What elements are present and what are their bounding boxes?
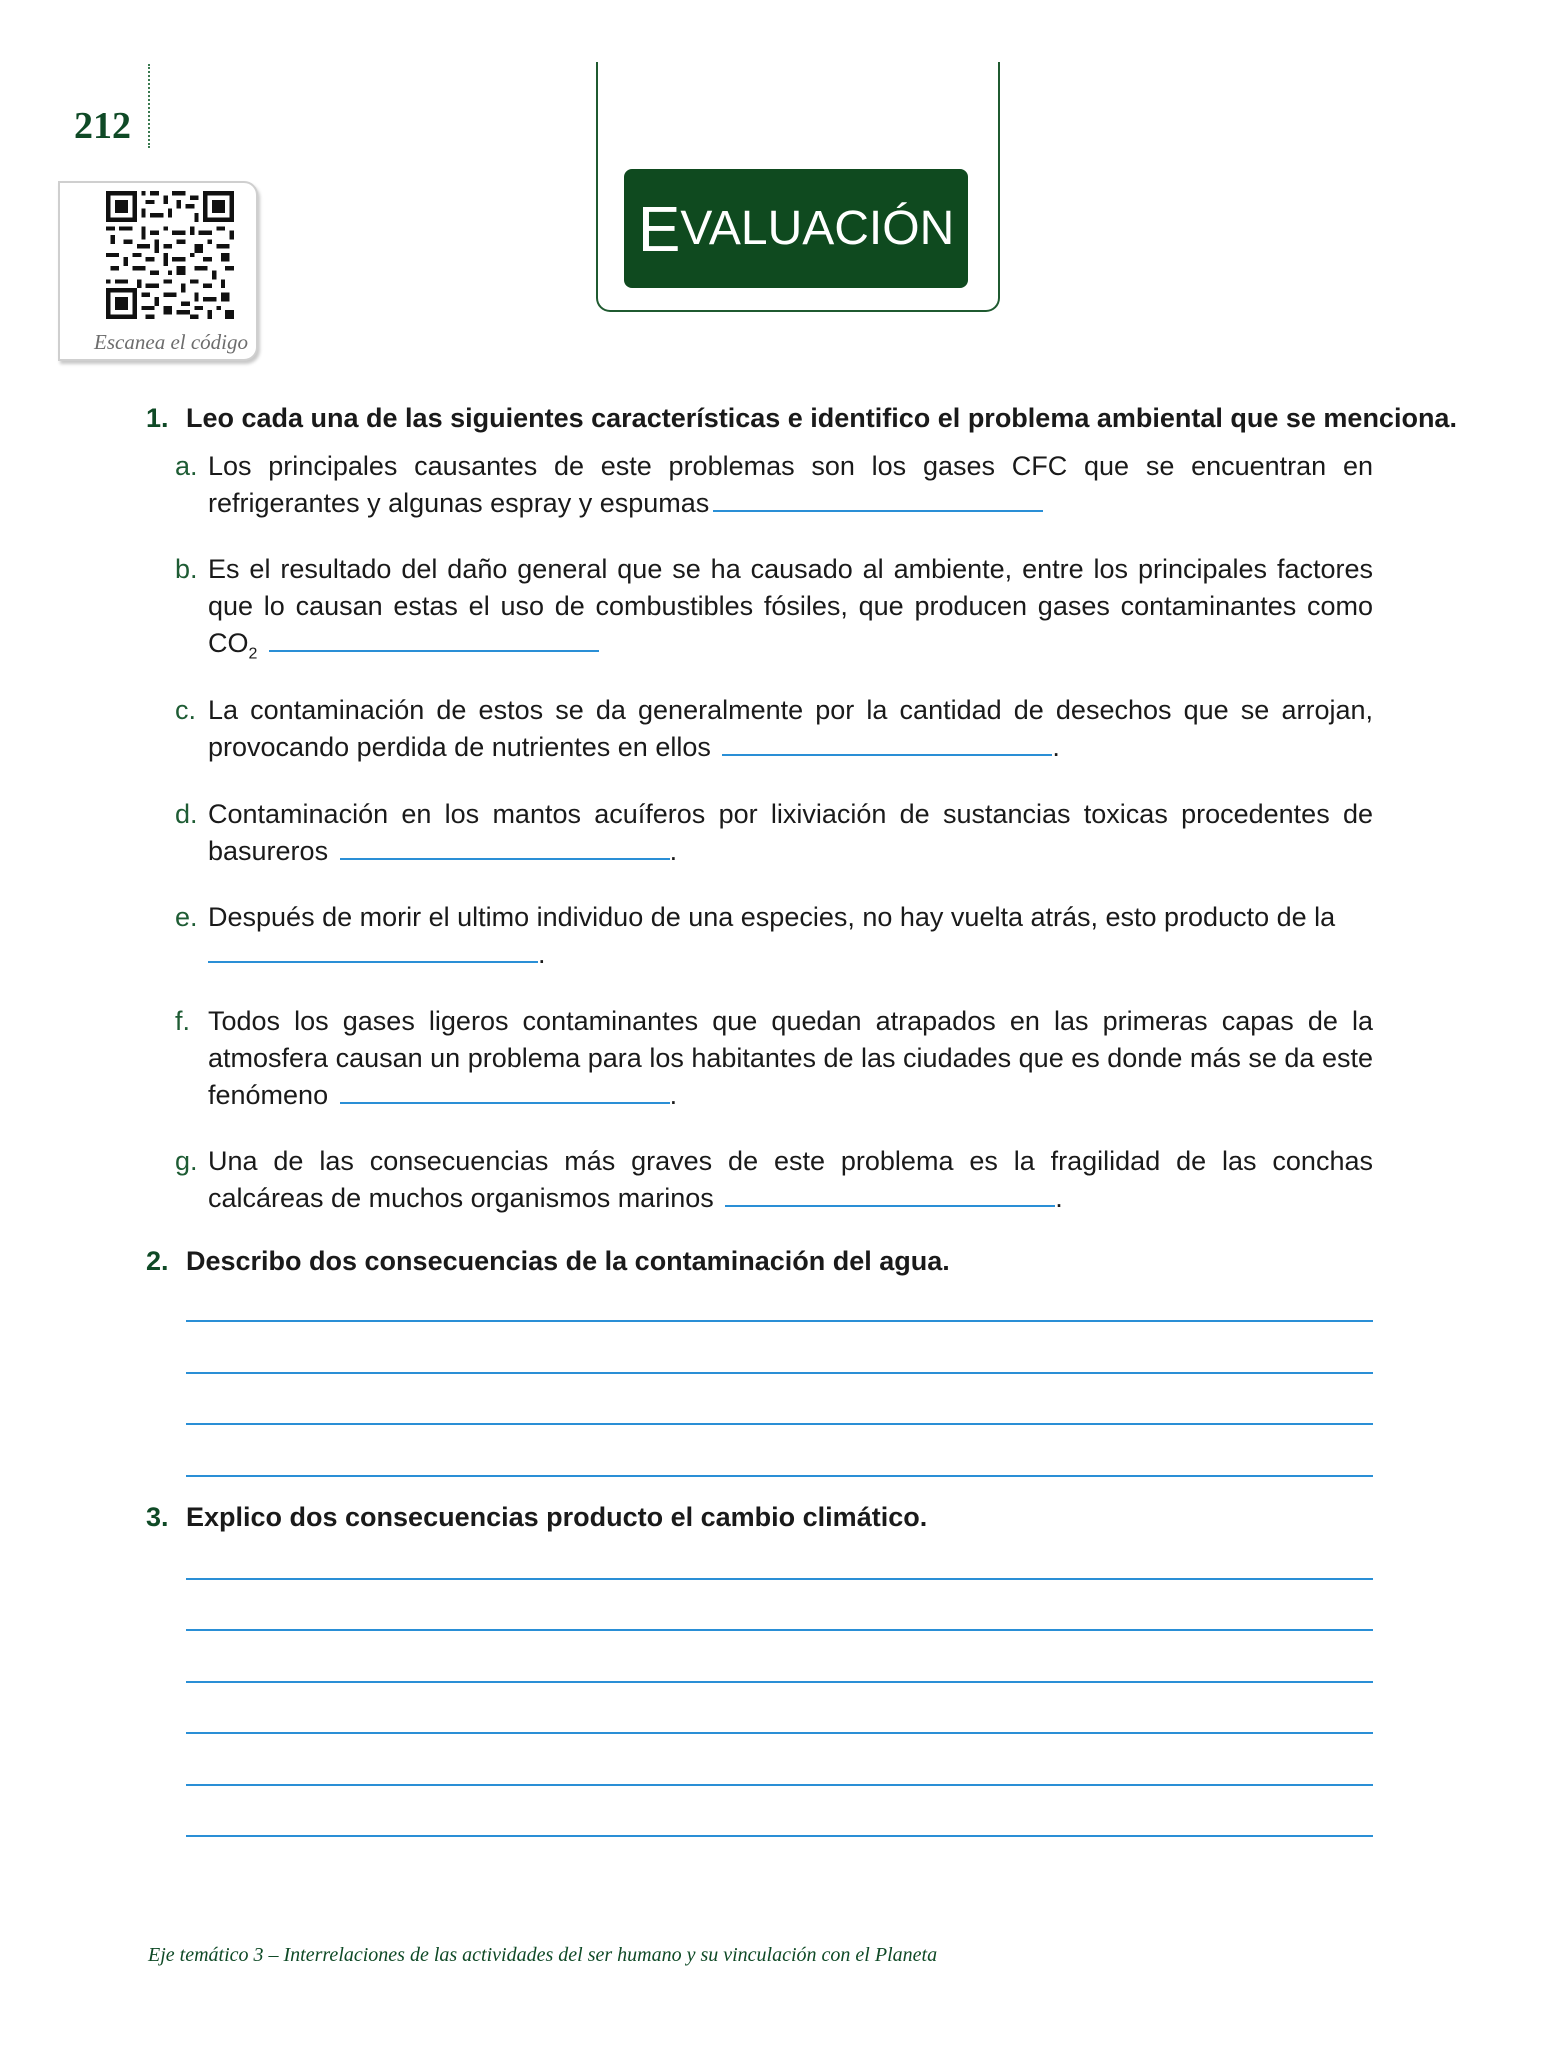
answer-line[interactable] <box>186 1732 1373 1734</box>
item-text: La contaminación de estos se da generalmente por la cantidad de desechos que se arrojan, provocando perdida de nutrientes en ellos <box>208 695 1373 762</box>
item-text: Después de morir el ultimo individuo de una especies, no hay vuelta atrás, esto producto de la <box>208 902 1336 932</box>
item-text: Una de las consecuencias más graves de este problema es la fragilidad de las conchas calcáreas de muchos organismos marinos <box>208 1146 1373 1213</box>
question-2 <box>146 1246 950 1277</box>
question-number: 3. <box>146 1502 169 1532</box>
question-text: Leo cada una de las siguientes características e identifico el problema ambiental que se menciona. <box>186 403 1457 433</box>
answer-line[interactable] <box>186 1629 1373 1631</box>
section-title <box>624 169 968 288</box>
question-number: 2. <box>146 1246 169 1276</box>
item-end: . <box>669 836 678 866</box>
question-text: Explico dos consecuencias producto el cambio climático. <box>186 1502 928 1532</box>
answer-blank[interactable] <box>722 734 1052 756</box>
item-text: Todos los gases ligeros contaminantes que quedan atrapados en las primeras capas de la atmosfera causan un problema para los habitantes de las ciudades que es donde más se da este fenómeno <box>208 1006 1373 1110</box>
item-letter: e. <box>175 902 198 932</box>
answer-blank[interactable] <box>725 1185 1055 1207</box>
item-text: Es el resultado del daño general que se ha causado al ambiente, entre los principales factores que lo causan estas el uso de combustibles fósiles, que producen gases contaminantes como CO <box>208 554 1373 658</box>
question-1 <box>146 403 1457 434</box>
item-letter: g. <box>175 1146 198 1176</box>
item-b <box>175 551 1373 672</box>
answer-blank[interactable] <box>340 1082 670 1104</box>
answer-line[interactable] <box>186 1578 1373 1580</box>
answer-line[interactable] <box>186 1372 1373 1374</box>
answer-blank[interactable] <box>208 941 538 963</box>
item-end: . <box>1052 732 1060 762</box>
item-letter: d. <box>175 799 198 829</box>
item-e <box>175 899 1373 973</box>
item-text: Contaminación en los mantos acuíferos por lixiviación de sustancias toxicas procedentes de basureros <box>208 799 1373 866</box>
answer-line[interactable] <box>186 1835 1373 1837</box>
item-end: . <box>669 1080 678 1110</box>
qr-caption: Escanea el código <box>94 330 248 354</box>
item-text: Los principales causantes de este problemas son los gases CFC que se encuentran en refrigerantes y algunas espray y espumas <box>208 451 1373 518</box>
answer-line[interactable] <box>186 1681 1373 1683</box>
qr-code-card[interactable] <box>58 181 258 361</box>
item-end: . <box>538 939 546 969</box>
answer-line[interactable] <box>186 1320 1373 1322</box>
item-a <box>175 448 1373 522</box>
item-letter: b. <box>175 554 198 584</box>
page-footer: Eje temático 3 – Interrelaciones de las actividades del ser humano y su vinculación con el Planeta <box>148 1944 938 1966</box>
answer-blank[interactable] <box>340 838 670 860</box>
item-c <box>175 692 1373 766</box>
item-f <box>175 1003 1373 1114</box>
page-number: 212 <box>74 105 131 147</box>
question-number: 1. <box>146 403 169 433</box>
item-end: . <box>1055 1183 1063 1213</box>
qr-code-icon <box>106 191 234 319</box>
item-g <box>175 1143 1373 1217</box>
item-letter: c. <box>175 695 197 725</box>
answer-line[interactable] <box>186 1423 1373 1425</box>
section-title-initial: E <box>637 192 681 265</box>
answer-blank[interactable] <box>713 490 1043 512</box>
answer-line[interactable] <box>186 1475 1373 1477</box>
question-text: Describo dos consecuencias de la contaminación del agua. <box>186 1246 950 1276</box>
subscript: 2 <box>248 645 258 663</box>
answer-blank[interactable] <box>269 630 599 652</box>
page-number-divider <box>148 64 150 148</box>
item-d <box>175 796 1373 870</box>
item-letter: f. <box>175 1006 191 1036</box>
item-letter: a. <box>175 451 198 481</box>
question-3 <box>146 1502 927 1533</box>
answer-line[interactable] <box>186 1784 1373 1786</box>
section-title-rest: VALUACIÓN <box>680 202 955 255</box>
